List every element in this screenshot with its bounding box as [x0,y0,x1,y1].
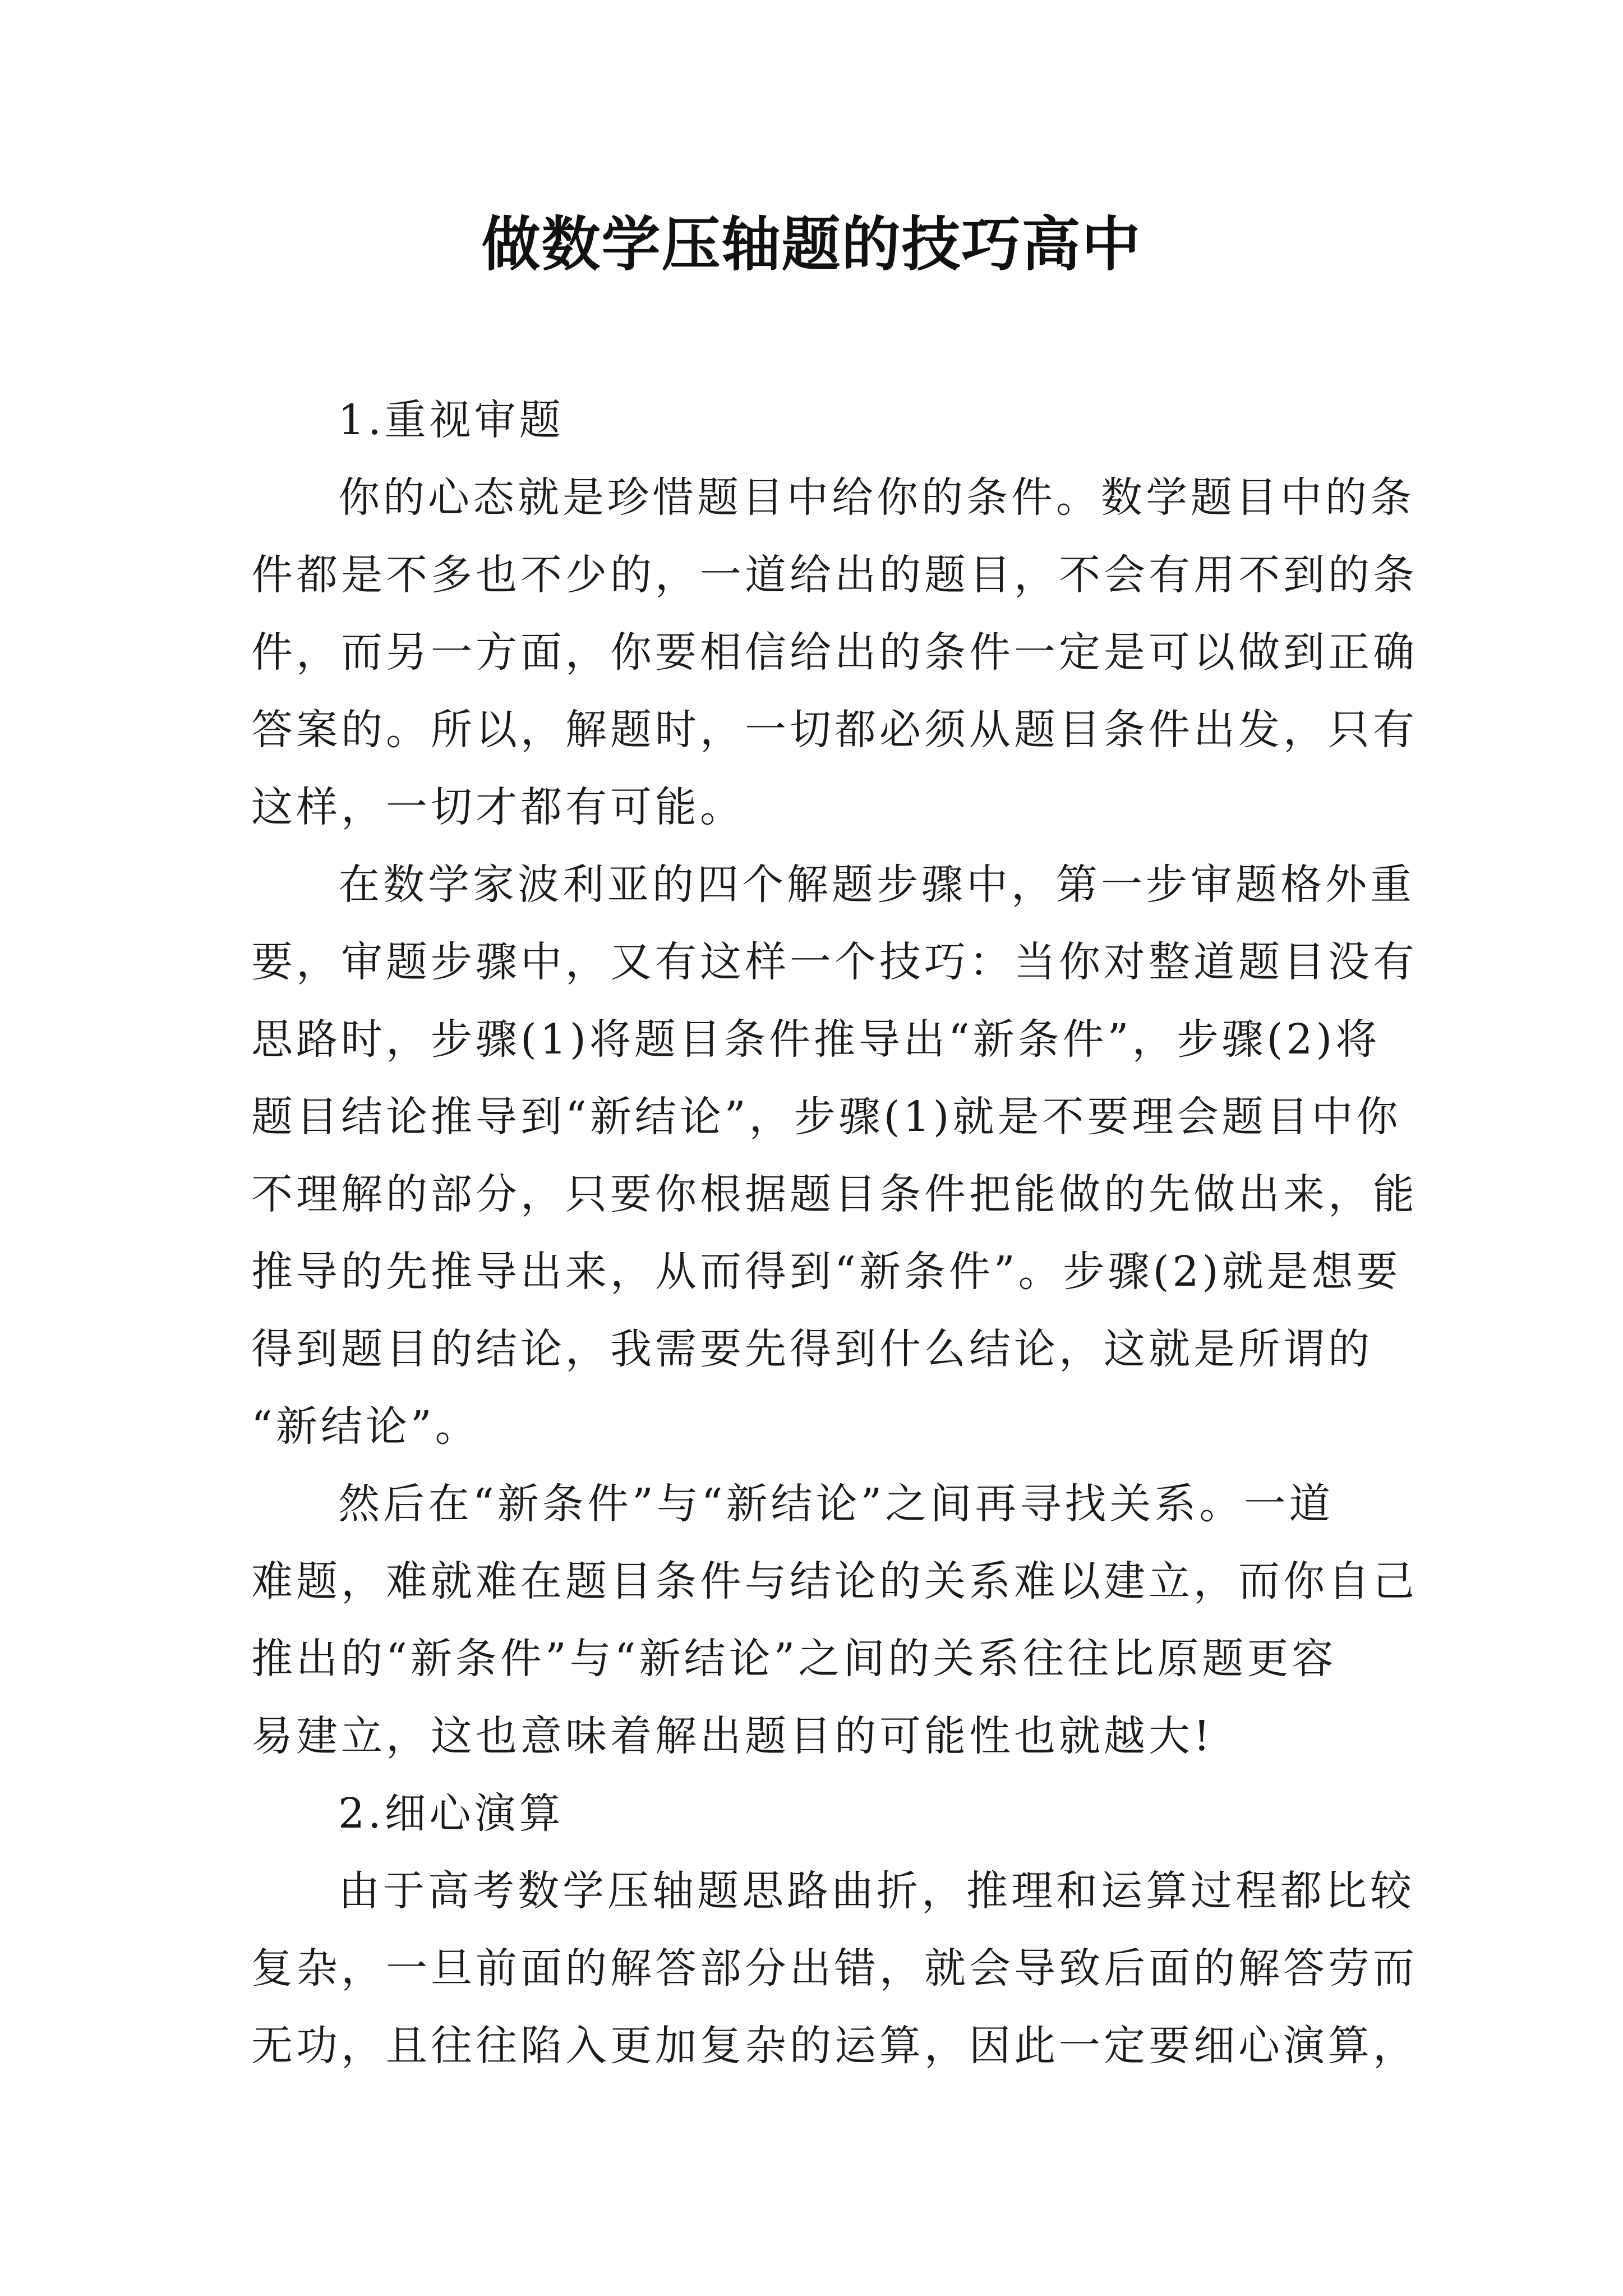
text-line: 件，而另一方面，你要相信给出的条件一定是可以做到正确 [251,628,1418,677]
text-line: 然后在“新条件”与“新结论”之间再寻找关系。一道 [338,1480,1334,1528]
text-line: 要，审题步骤中，又有这样一个技巧：当你对整道题目没有 [251,938,1418,986]
text-line: 思路时，步骤(1)将题目条件推导出“新条件”，步骤(2)将 [251,1015,1381,1064]
text-line: 件都是不多也不少的，一道给出的题目，不会有用不到的条 [251,551,1418,599]
text-line: 复杂，一旦前面的解答部分出错，就会导致后面的解答劳而 [251,1944,1418,1993]
text-line: 无功，且往往陷入更加复杂的运算，因此一定要细心演算， [251,2022,1418,2070]
text-line: 这样，一切才都有可能。 [251,783,745,831]
text-line: 答案的。所以，解题时，一切都必须从题目条件出发，只有 [251,706,1418,754]
text-line: 难题，难就难在题目条件与结论的关系难以建立，而你自己 [251,1557,1418,1605]
text-line: 你的心态就是珍惜题目中给你的条件。数学题目中的条 [338,473,1415,522]
text-line: “新结论”。 [251,1402,480,1451]
text-line: 由于高考数学压轴题思路曲折，推理和运算过程都比较 [338,1867,1415,1915]
text-line: 题目结论推导到“新结论”，步骤(1)就是不要理会题目中你 [251,1093,1401,1141]
text-line: 易建立，这也意味着解出题目的可能性也就越大! [251,1712,1214,1760]
document-body [251,381,1418,2085]
text-line: 推导的先推导出来，从而得到“新条件”。步骤(2)就是想要 [251,1248,1401,1296]
text-line: 推出的“新条件”与“新结论”之间的关系往往比原题更容 [251,1635,1337,1683]
text-line: 不理解的部分，只要你根据题目条件把能做的先做出来，能 [251,1170,1418,1218]
text-line: 得到题目的结论，我需要先得到什么结论，这就是所谓的 [251,1325,1373,1373]
page-title: 做数学压轴题的技巧高中 [481,209,1142,279]
text-line: 在数学家波利亚的四个解题步骤中，第一步审题格外重 [338,861,1415,909]
text-line: 2.细心演算 [338,1789,564,1838]
text-line: 1.重视审题 [338,396,564,444]
